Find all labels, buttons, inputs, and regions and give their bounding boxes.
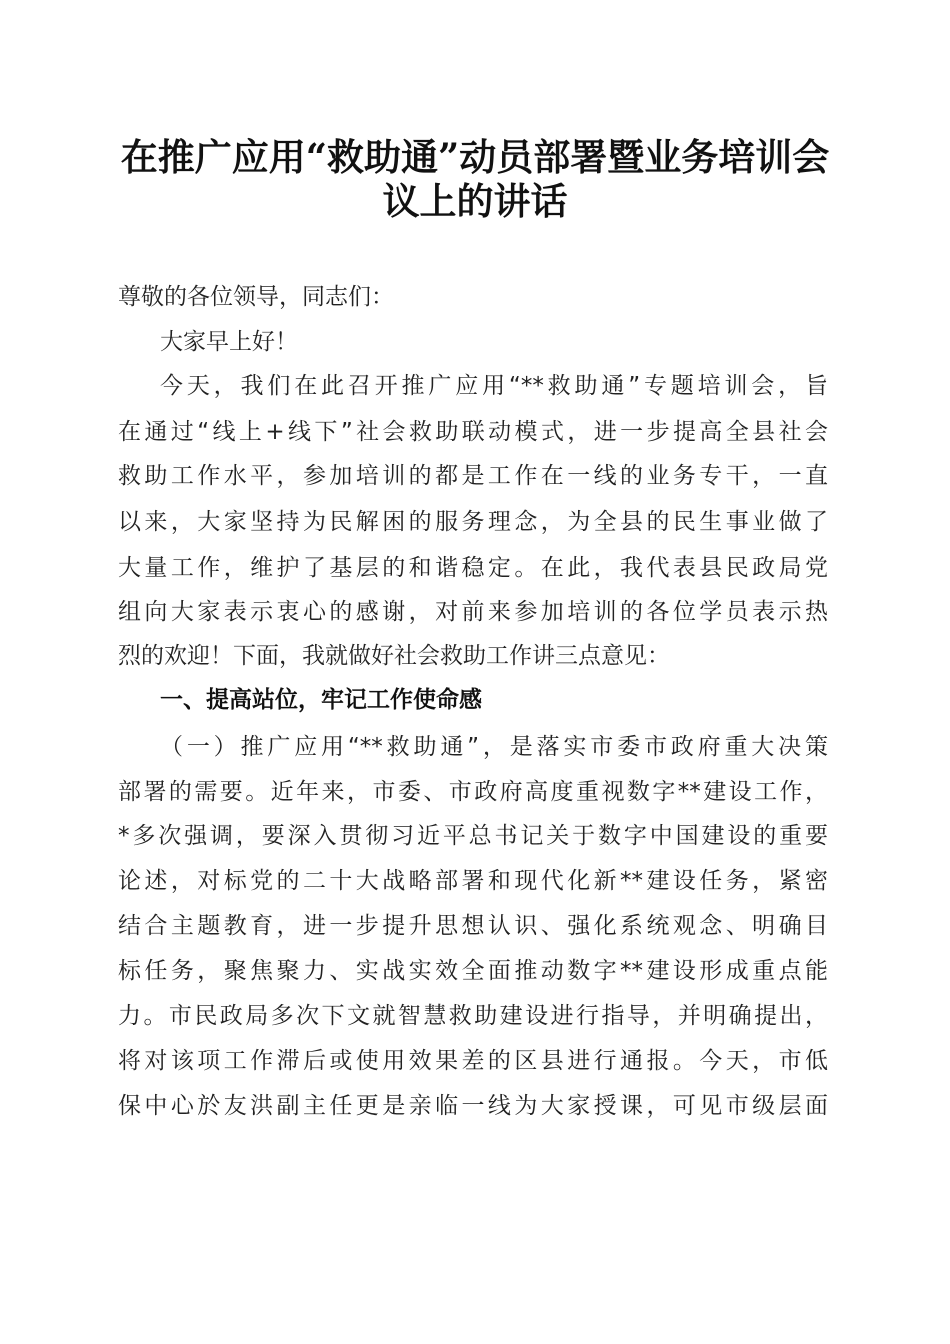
section-heading: 一、提高站位，牢记工作使命感 [160,687,482,713]
section-line: 将对该项工作滞后或使用效果差的区县进行通报。今天，市低 [118,1048,828,1074]
greeting: 大家早上好！ [160,329,298,355]
section-line: 部署的需要。近年来，市委、市政府高度重视数字**建设工作， [118,779,828,805]
salutation: 尊敬的各位领导，同志们： [118,284,394,310]
section-line: 论述，对标党的二十大战略部署和现代化新**建设任务，紧密 [118,868,828,894]
document-title-line-2: 议上的讲话 [382,179,568,223]
section-line: 力。市民政局多次下文就智慧救助建设进行指导，并明确提出， [118,1003,828,1029]
intro-line: 今天，我们在此召开推广应用“**救助通”专题培训会，旨 [160,373,828,399]
intro-line: 以来，大家坚持为民解困的服务理念，为全县的民生事业做了 [118,509,828,535]
intro-line: 在通过“线上+线下”社会救助联动模式，进一步提高全县社会 [118,419,828,445]
section-line: *多次强调，要深入贯彻习近平总书记关于数字中国建设的重要 [118,823,828,849]
intro-line: 组向大家表示衷心的感谢，对前来参加培训的各位学员表示热 [118,599,828,625]
document-title-line-1: 在推广应用“救助通”动员部署暨业务培训会 [120,135,830,179]
section-line: 标任务，聚焦聚力、实战实效全面推动数字**建设形成重点能 [118,958,828,984]
section-line: 保中心於友洪副主任更是亲临一线为大家授课，可见市级层面 [118,1093,828,1119]
section-line: （一）推广应用“**救助通”，是落实市委市政府重大决策 [160,734,828,760]
intro-line: 救助工作水平，参加培训的都是工作在一线的业务专干，一直 [118,463,828,489]
section-line: 结合主题教育，进一步提升思想认识、强化系统观念、明确目 [118,913,828,939]
intro-line: 大量工作，维护了基层的和谐稳定。在此，我代表县民政局党 [118,555,828,581]
intro-line: 烈的欢迎！下面，我就做好社会救助工作讲三点意见： [118,643,670,669]
